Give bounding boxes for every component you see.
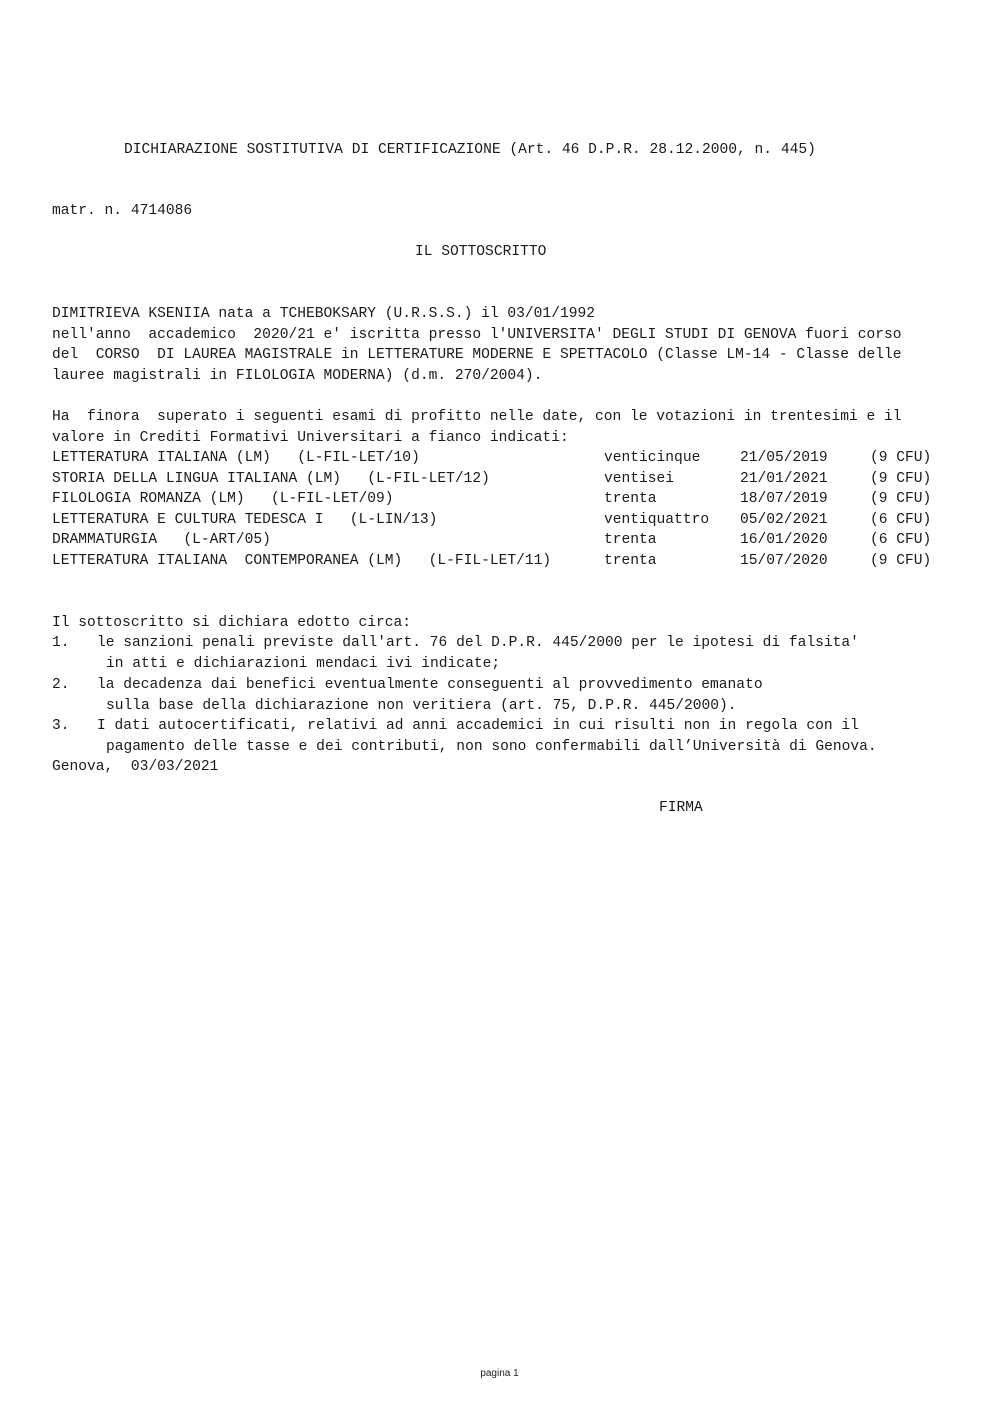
exam-course: LETTERATURA ITALIANA (LM) (L-FIL-LET/10): [52, 450, 420, 466]
exam-grade: trenta: [604, 553, 657, 569]
signature-label: FIRMA: [659, 800, 703, 816]
exam-row: [52, 551, 932, 572]
document-title: DICHIARAZIONE SOSTITUTIVA DI CERTIFICAZIONE (Art. 46 D.P.R. 28.12.2000, n. 445): [124, 142, 816, 158]
declaration-number: 2.: [52, 677, 70, 693]
exam-cfu: (6 CFU): [870, 532, 932, 548]
exam-grade: ventisei: [604, 471, 675, 487]
exam-cfu: (6 CFU): [870, 512, 932, 528]
exam-date: 21/05/2019: [740, 450, 828, 466]
exam-cfu: (9 CFU): [870, 471, 932, 487]
declaration-text: le sanzioni penali previste dall'art. 76 del D.P.R. 445/2000 per le ipotesi di falsita': [97, 635, 859, 651]
exams-intro-line: valore in Crediti Formativi Universitari a fianco indicati:: [52, 430, 569, 446]
intro-line: DIMITRIEVA KSENIIA nata a TCHEBOKSARY (U.R.S.S.) il 03/01/1992: [52, 306, 595, 322]
exam-cfu: (9 CFU): [870, 553, 932, 569]
intro-line: nell'anno accademico 2020/21 e' iscritta presso l'UNIVERSITA' DEGLI STUDI DI GENOVA fuori corso: [52, 327, 902, 343]
exams-intro-line: Ha finora superato i seguenti esami di profitto nelle date, con le votazioni in trentesimi e il: [52, 409, 902, 425]
section-heading: IL SOTTOSCRITTO: [415, 244, 547, 260]
place-date: Genova, 03/03/2021: [52, 759, 219, 775]
exam-date: 21/01/2021: [740, 471, 828, 487]
exam-row: [52, 448, 932, 469]
declaration-number: 1.: [52, 635, 70, 651]
declaration-text-continued: pagamento delle tasse e dei contributi, non sono confermabili dall’Università di Genova.: [106, 738, 877, 755]
exam-row: [52, 510, 932, 531]
intro-line: lauree magistrali in FILOLOGIA MODERNA) (d.m. 270/2004).: [52, 368, 543, 384]
declaration-text-continued: sulla base della dichiarazione non veritiera (art. 75, D.P.R. 445/2000).: [106, 697, 737, 714]
exam-date: 05/02/2021: [740, 512, 828, 528]
exam-row: [52, 530, 932, 551]
declaration-text: I dati autocertificati, relativi ad anni accademici in cui risulti non in regola con il: [97, 718, 859, 734]
exam-row: [52, 469, 932, 490]
exam-cfu: (9 CFU): [870, 450, 932, 466]
exam-grade: trenta: [604, 532, 657, 548]
exam-course: DRAMMATURGIA (L-ART/05): [52, 532, 271, 548]
exam-cfu: (9 CFU): [870, 491, 932, 507]
declaration-number: 3.: [52, 718, 70, 734]
exam-date: 18/07/2019: [740, 491, 828, 507]
exam-date: 16/01/2020: [740, 532, 828, 548]
matricola: matr. n. 4714086: [52, 203, 193, 219]
exam-date: 15/07/2020: [740, 553, 828, 569]
declaration-text: la decadenza dai benefici eventualmente conseguenti al provvedimento emanato: [97, 677, 763, 693]
declaration-text-continued: in atti e dichiarazioni mendaci ivi indicate;: [106, 655, 501, 672]
exam-row: [52, 489, 932, 510]
exam-course: LETTERATURA E CULTURA TEDESCA I (L-LIN/13): [52, 512, 438, 528]
exam-course: LETTERATURA ITALIANA CONTEMPORANEA (LM) (L-FIL-LET/11): [52, 553, 552, 569]
intro-line: del CORSO DI LAUREA MAGISTRALE in LETTERATURE MODERNE E SPETTACOLO (Classe LM-14 - Classe delle: [52, 347, 902, 363]
exam-grade: trenta: [604, 491, 657, 507]
exam-course: STORIA DELLA LINGUA ITALIANA (LM) (L-FIL-LET/12): [52, 471, 490, 487]
exam-grade: ventiquattro: [604, 512, 710, 528]
page-number: pagina 1: [480, 1368, 519, 1379]
declaration-intro: Il sottoscritto si dichiara edotto circa:: [52, 615, 412, 631]
exam-grade: venticinque: [604, 450, 701, 466]
exam-course: FILOLOGIA ROMANZA (LM) (L-FIL-LET/09): [52, 491, 394, 507]
